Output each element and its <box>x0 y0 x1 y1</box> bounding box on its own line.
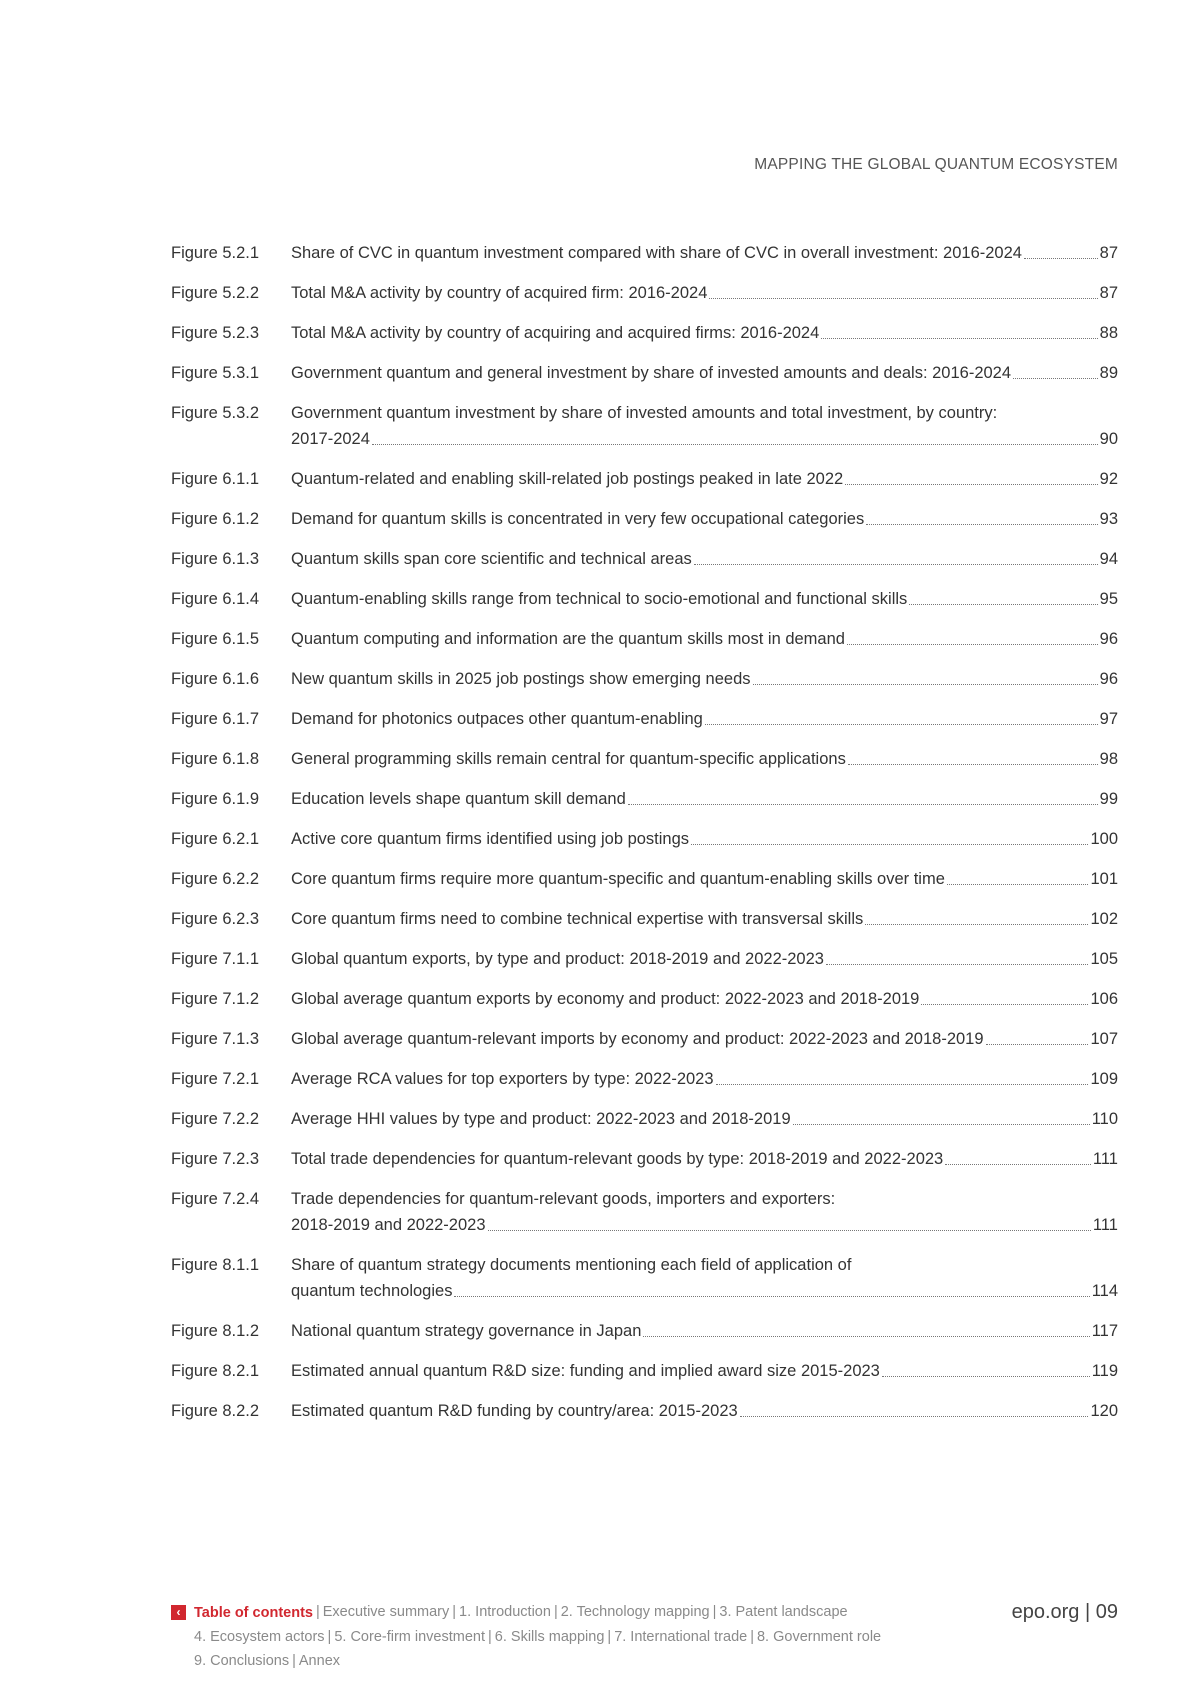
figure-entry[interactable] <box>171 1186 1118 1238</box>
figure-number: Figure 7.2.2 <box>171 1110 260 1128</box>
figure-entry-body <box>291 866 1118 892</box>
figure-number: Figure 7.1.2 <box>171 990 260 1008</box>
figure-entry[interactable] <box>171 1252 1118 1304</box>
figure-entry[interactable] <box>171 946 1118 972</box>
figure-title-line-1 <box>291 400 1118 426</box>
figure-title: Government quantum investment by share of invested amounts and total investment, by country: <box>291 404 998 422</box>
figure-number: Figure 6.1.5 <box>171 630 260 648</box>
figure-entry-body <box>291 906 1118 932</box>
figure-entry-body <box>291 1186 1118 1238</box>
figure-entry[interactable] <box>171 986 1118 1012</box>
running-header: MAPPING THE GLOBAL QUANTUM ECOSYSTEM <box>754 156 1118 173</box>
figure-title-line-2 <box>291 426 1118 452</box>
figure-page-number: 107 <box>1090 1030 1118 1048</box>
figure-title: Demand for quantum skills is concentrated in very few occupational categories <box>291 510 865 528</box>
dot-leader <box>945 1164 1091 1165</box>
figure-entry[interactable] <box>171 240 1118 266</box>
separator: | <box>292 1652 296 1669</box>
figure-number: Figure 6.1.3 <box>171 550 260 568</box>
figure-title: Core quantum firms require more quantum-specific and quantum-enabling skills over time <box>291 870 945 888</box>
figure-number: Figure 7.1.3 <box>171 1030 260 1048</box>
figure-number: Figure 7.1.1 <box>171 950 260 968</box>
figure-page-number: 90 <box>1099 430 1118 448</box>
figure-number: Figure 6.1.6 <box>171 670 260 688</box>
dot-leader <box>488 1230 1091 1231</box>
figure-page-number: 96 <box>1099 670 1118 688</box>
chapter-links-line-1 <box>323 1604 848 1620</box>
figure-title: Active core quantum firms identified using job postings <box>291 830 690 848</box>
figure-number: Figure 5.3.2 <box>171 404 260 422</box>
page-number: 09 <box>1095 1601 1118 1623</box>
page-reference <box>1012 1600 1118 1624</box>
figure-page-number: 110 <box>1091 1110 1118 1128</box>
figure-title: Total trade dependencies for quantum-relevant goods by type: 2018-2019 and 2022-2023 <box>291 1150 944 1168</box>
table-of-contents-label: Table of contents <box>194 1604 313 1621</box>
figure-title-line-1 <box>291 1252 1118 1278</box>
figure-number: Figure 5.2.3 <box>171 324 260 342</box>
figure-title-line-1 <box>291 1186 1118 1212</box>
figure-number: Figure 6.1.2 <box>171 510 260 528</box>
chapter-link[interactable]: 5. Core-firm investment <box>334 1628 486 1645</box>
figure-entry-body <box>291 320 1118 346</box>
chapter-link[interactable]: 9. Conclusions <box>194 1652 290 1669</box>
figure-number: Figure 6.1.7 <box>171 710 260 728</box>
dot-leader <box>848 764 1098 765</box>
figure-number: Figure 7.2.4 <box>171 1190 260 1208</box>
figure-number: Figure 5.3.1 <box>171 364 260 382</box>
figure-entry-body <box>291 546 1118 572</box>
figure-entry[interactable] <box>171 666 1118 692</box>
figure-title: Core quantum firms need to combine technical expertise with transversal skills <box>291 910 864 928</box>
chapter-link[interactable]: 4. Ecosystem actors <box>194 1628 325 1645</box>
figure-entry-body <box>291 946 1118 972</box>
figure-title: Share of CVC in quantum investment compared with share of CVC in overall investment: 2016-2024 <box>291 244 1022 262</box>
figure-title-line-2 <box>291 1212 1118 1238</box>
figure-entry-body <box>291 586 1118 612</box>
separator: | <box>553 1604 558 1620</box>
figure-page-number: 117 <box>1091 1322 1118 1340</box>
figure-page-number: 93 <box>1099 510 1118 528</box>
figure-entry-body <box>291 1252 1118 1304</box>
figure-title: Estimated quantum R&D funding by country/area: 2015-2023 <box>291 1402 738 1420</box>
figure-entry-body <box>291 280 1118 306</box>
figure-number: Figure 5.2.1 <box>171 244 260 262</box>
chevron-left-icon: ‹ <box>171 1605 186 1620</box>
figure-page-number: 95 <box>1099 590 1118 608</box>
figure-title-line-2 <box>291 1278 1118 1304</box>
figure-title: Average RCA values for top exporters by type: 2022-2023 <box>291 1070 714 1088</box>
figure-entry[interactable] <box>171 706 1118 732</box>
separator: | <box>712 1604 717 1620</box>
figure-number: Figure 6.1.4 <box>171 590 260 608</box>
figure-title: Quantum computing and information are the quantum skills most in demand <box>291 630 845 648</box>
figure-entry-body <box>291 746 1118 772</box>
dot-leader <box>947 884 1089 885</box>
figure-title: Education levels shape quantum skill demand <box>291 790 626 808</box>
separator: | <box>452 1604 457 1620</box>
figure-entry-body <box>291 626 1118 652</box>
dot-leader <box>705 724 1098 725</box>
figure-page-number: 96 <box>1099 630 1118 648</box>
figure-entry-body <box>291 1398 1118 1424</box>
dot-leader <box>753 684 1098 685</box>
figure-page-number: 100 <box>1090 830 1118 848</box>
figure-title: Share of quantum strategy documents mentioning each field of application of <box>291 1256 852 1274</box>
separator: | <box>750 1628 754 1645</box>
figure-entry[interactable] <box>171 400 1118 452</box>
figure-entry[interactable] <box>171 1106 1118 1132</box>
figure-title: Government quantum and general investment by share of invested amounts and deals: 2016-2024 <box>291 364 1012 382</box>
figure-number: Figure 6.1.9 <box>171 790 260 808</box>
figure-entry-body <box>291 506 1118 532</box>
dot-leader <box>454 1296 1089 1297</box>
figure-entry[interactable] <box>171 786 1118 812</box>
dot-leader <box>694 564 1098 565</box>
figure-title: Demand for photonics outpaces other quantum-enabling <box>291 710 703 728</box>
separator: | <box>607 1628 612 1645</box>
figure-entry[interactable] <box>171 586 1118 612</box>
separator: | <box>327 1628 332 1645</box>
figure-number: Figure 8.1.1 <box>171 1256 260 1274</box>
dot-leader <box>628 804 1098 805</box>
separator: | <box>315 1604 320 1620</box>
figure-entry-body <box>291 1358 1118 1384</box>
chapter-link[interactable]: Annex <box>298 1652 341 1669</box>
chapter-link[interactable]: 1. Introduction <box>459 1604 551 1620</box>
figure-title: Average HHI values by type and product: 2022-2023 and 2018-2019 <box>291 1110 791 1128</box>
dot-leader <box>921 1004 1088 1005</box>
figure-entry-body <box>291 706 1118 732</box>
figure-entry-body <box>291 1318 1118 1344</box>
chapter-link[interactable]: 3. Patent landscape <box>719 1604 848 1620</box>
figure-entry[interactable] <box>171 1066 1118 1092</box>
figure-page-number: 87 <box>1099 284 1118 302</box>
figure-title: Quantum skills span core scientific and technical areas <box>291 550 692 568</box>
figure-entry[interactable] <box>171 466 1118 492</box>
dot-leader <box>986 1044 1089 1045</box>
figure-entry-body <box>291 466 1118 492</box>
figure-entry[interactable] <box>171 1146 1118 1172</box>
figure-page-number: 111 <box>1092 1150 1118 1168</box>
figure-entry-body <box>291 240 1118 266</box>
dot-leader <box>909 604 1097 605</box>
dot-leader <box>740 1416 1089 1417</box>
figure-number: Figure 8.2.2 <box>171 1402 260 1420</box>
chapter-nav <box>171 1600 951 1673</box>
chapter-links-line-3 <box>171 1649 951 1673</box>
dot-leader <box>643 1336 1089 1337</box>
footer-navigation <box>171 1600 1118 1673</box>
figure-page-number: 88 <box>1099 324 1118 342</box>
figure-entry[interactable] <box>171 1026 1118 1052</box>
figure-title: Total M&A activity by country of acquired firm: 2016-2024 <box>291 284 708 302</box>
figure-number: Figure 6.2.3 <box>171 910 260 928</box>
figure-page-number: 119 <box>1091 1362 1118 1380</box>
figure-title: Global average quantum-relevant imports by economy and product: 2022-2023 and 2018-2019 <box>291 1030 984 1048</box>
figure-title: 2018-2019 and 2022-2023 <box>291 1216 486 1234</box>
figure-number: Figure 5.2.2 <box>171 284 260 302</box>
figure-title: Quantum-related and enabling skill-related job postings peaked in late 2022 <box>291 470 844 488</box>
chapter-link[interactable]: 8. Government role <box>756 1628 882 1645</box>
dot-leader <box>709 298 1097 299</box>
chapter-link[interactable]: Executive summary <box>322 1604 450 1620</box>
figure-entry[interactable] <box>171 320 1118 346</box>
figure-title: General programming skills remain central for quantum-specific applications <box>291 750 846 768</box>
figure-title: Total M&A activity by country of acquiring and acquired firms: 2016-2024 <box>291 324 820 342</box>
dot-leader <box>716 1084 1089 1085</box>
dot-leader <box>372 444 1098 445</box>
figure-entry-body <box>291 986 1118 1012</box>
figure-page-number: 114 <box>1091 1282 1118 1300</box>
figure-entry[interactable] <box>171 280 1118 306</box>
figure-number: Figure 8.2.1 <box>171 1362 260 1380</box>
figure-entry[interactable] <box>171 626 1118 652</box>
chapter-links-line-2 <box>171 1625 951 1649</box>
dot-leader <box>793 1124 1090 1125</box>
chapter-link[interactable]: 7. International trade <box>614 1628 748 1645</box>
figure-page-number: 111 <box>1092 1216 1118 1234</box>
figure-title: National quantum strategy governance in Japan <box>291 1322 642 1340</box>
figure-number: Figure 7.2.3 <box>171 1150 260 1168</box>
chapter-nav-line-1 <box>171 1600 951 1625</box>
figure-entry-body <box>291 360 1118 386</box>
figure-entry[interactable] <box>171 1398 1118 1424</box>
figure-number: Figure 6.2.1 <box>171 830 260 848</box>
dot-leader <box>845 484 1097 485</box>
figure-page-number: 106 <box>1090 990 1118 1008</box>
figure-page-number: 92 <box>1099 470 1118 488</box>
figure-entry[interactable] <box>171 1318 1118 1344</box>
figure-title: Global average quantum exports by economy and product: 2022-2023 and 2018-2019 <box>291 990 920 1008</box>
figure-number: Figure 8.1.2 <box>171 1322 260 1340</box>
figure-page-number: 120 <box>1090 1402 1118 1420</box>
page-separator: | <box>1079 1601 1096 1623</box>
figure-entry[interactable] <box>171 826 1118 852</box>
separator: | <box>488 1628 492 1645</box>
figure-page-number: 98 <box>1099 750 1118 768</box>
figure-page-number: 101 <box>1090 870 1118 888</box>
dot-leader <box>847 644 1098 645</box>
figure-page-number: 89 <box>1099 364 1118 382</box>
figure-entry-body <box>291 666 1118 692</box>
figure-page-number: 99 <box>1099 790 1118 808</box>
figure-entry-body <box>291 1106 1118 1132</box>
figure-title: Quantum-enabling skills range from technical to socio-emotional and functional skills <box>291 590 908 608</box>
figure-title: Global quantum exports, by type and product: 2018-2019 and 2022-2023 <box>291 950 824 968</box>
figure-page-number: 102 <box>1090 910 1118 928</box>
figure-entry-body <box>291 786 1118 812</box>
site-link[interactable]: epo.org <box>1011 1601 1080 1623</box>
dot-leader <box>866 524 1097 525</box>
dot-leader <box>1024 258 1098 259</box>
figure-page-number: 105 <box>1090 950 1118 968</box>
dot-leader <box>691 844 1088 845</box>
figure-number: Figure 6.2.2 <box>171 870 260 888</box>
figure-number: Figure 6.1.1 <box>171 470 260 488</box>
figure-entry[interactable] <box>171 360 1118 386</box>
figure-page-number: 94 <box>1099 550 1118 568</box>
figure-entry-body <box>291 400 1118 452</box>
figure-title: 2017-2024 <box>291 430 370 448</box>
figure-entry[interactable] <box>171 746 1118 772</box>
chapter-link[interactable]: 6. Skills mapping <box>494 1628 605 1645</box>
figure-title: Trade dependencies for quantum-relevant goods, importers and exporters: <box>291 1190 836 1208</box>
figure-title: New quantum skills in 2025 job postings show emerging needs <box>291 670 751 688</box>
dot-leader <box>821 338 1097 339</box>
figure-entry-body <box>291 826 1118 852</box>
figure-number: Figure 6.1.8 <box>171 750 260 768</box>
list-of-figures <box>171 240 1118 1438</box>
dot-leader <box>826 964 1089 965</box>
figure-entry-body <box>291 1146 1118 1172</box>
figure-entry[interactable] <box>171 906 1118 932</box>
dot-leader <box>1013 378 1098 379</box>
figure-entry-body <box>291 1066 1118 1092</box>
dot-leader <box>865 924 1088 925</box>
figure-page-number: 97 <box>1099 710 1118 728</box>
figure-entry-body <box>291 1026 1118 1052</box>
chapter-link[interactable]: 2. Technology mapping <box>560 1604 710 1620</box>
figure-entry[interactable] <box>171 866 1118 892</box>
figure-entry[interactable] <box>171 546 1118 572</box>
table-of-contents-link[interactable] <box>171 1601 313 1625</box>
dot-leader <box>882 1376 1090 1377</box>
figure-entry[interactable] <box>171 1358 1118 1384</box>
figure-number: Figure 7.2.1 <box>171 1070 260 1088</box>
figure-title: Estimated annual quantum R&D size: funding and implied award size 2015-2023 <box>291 1362 880 1380</box>
figure-title: quantum technologies <box>291 1282 453 1300</box>
figure-page-number: 109 <box>1090 1070 1118 1088</box>
figure-page-number: 87 <box>1099 244 1118 262</box>
figure-entry[interactable] <box>171 506 1118 532</box>
